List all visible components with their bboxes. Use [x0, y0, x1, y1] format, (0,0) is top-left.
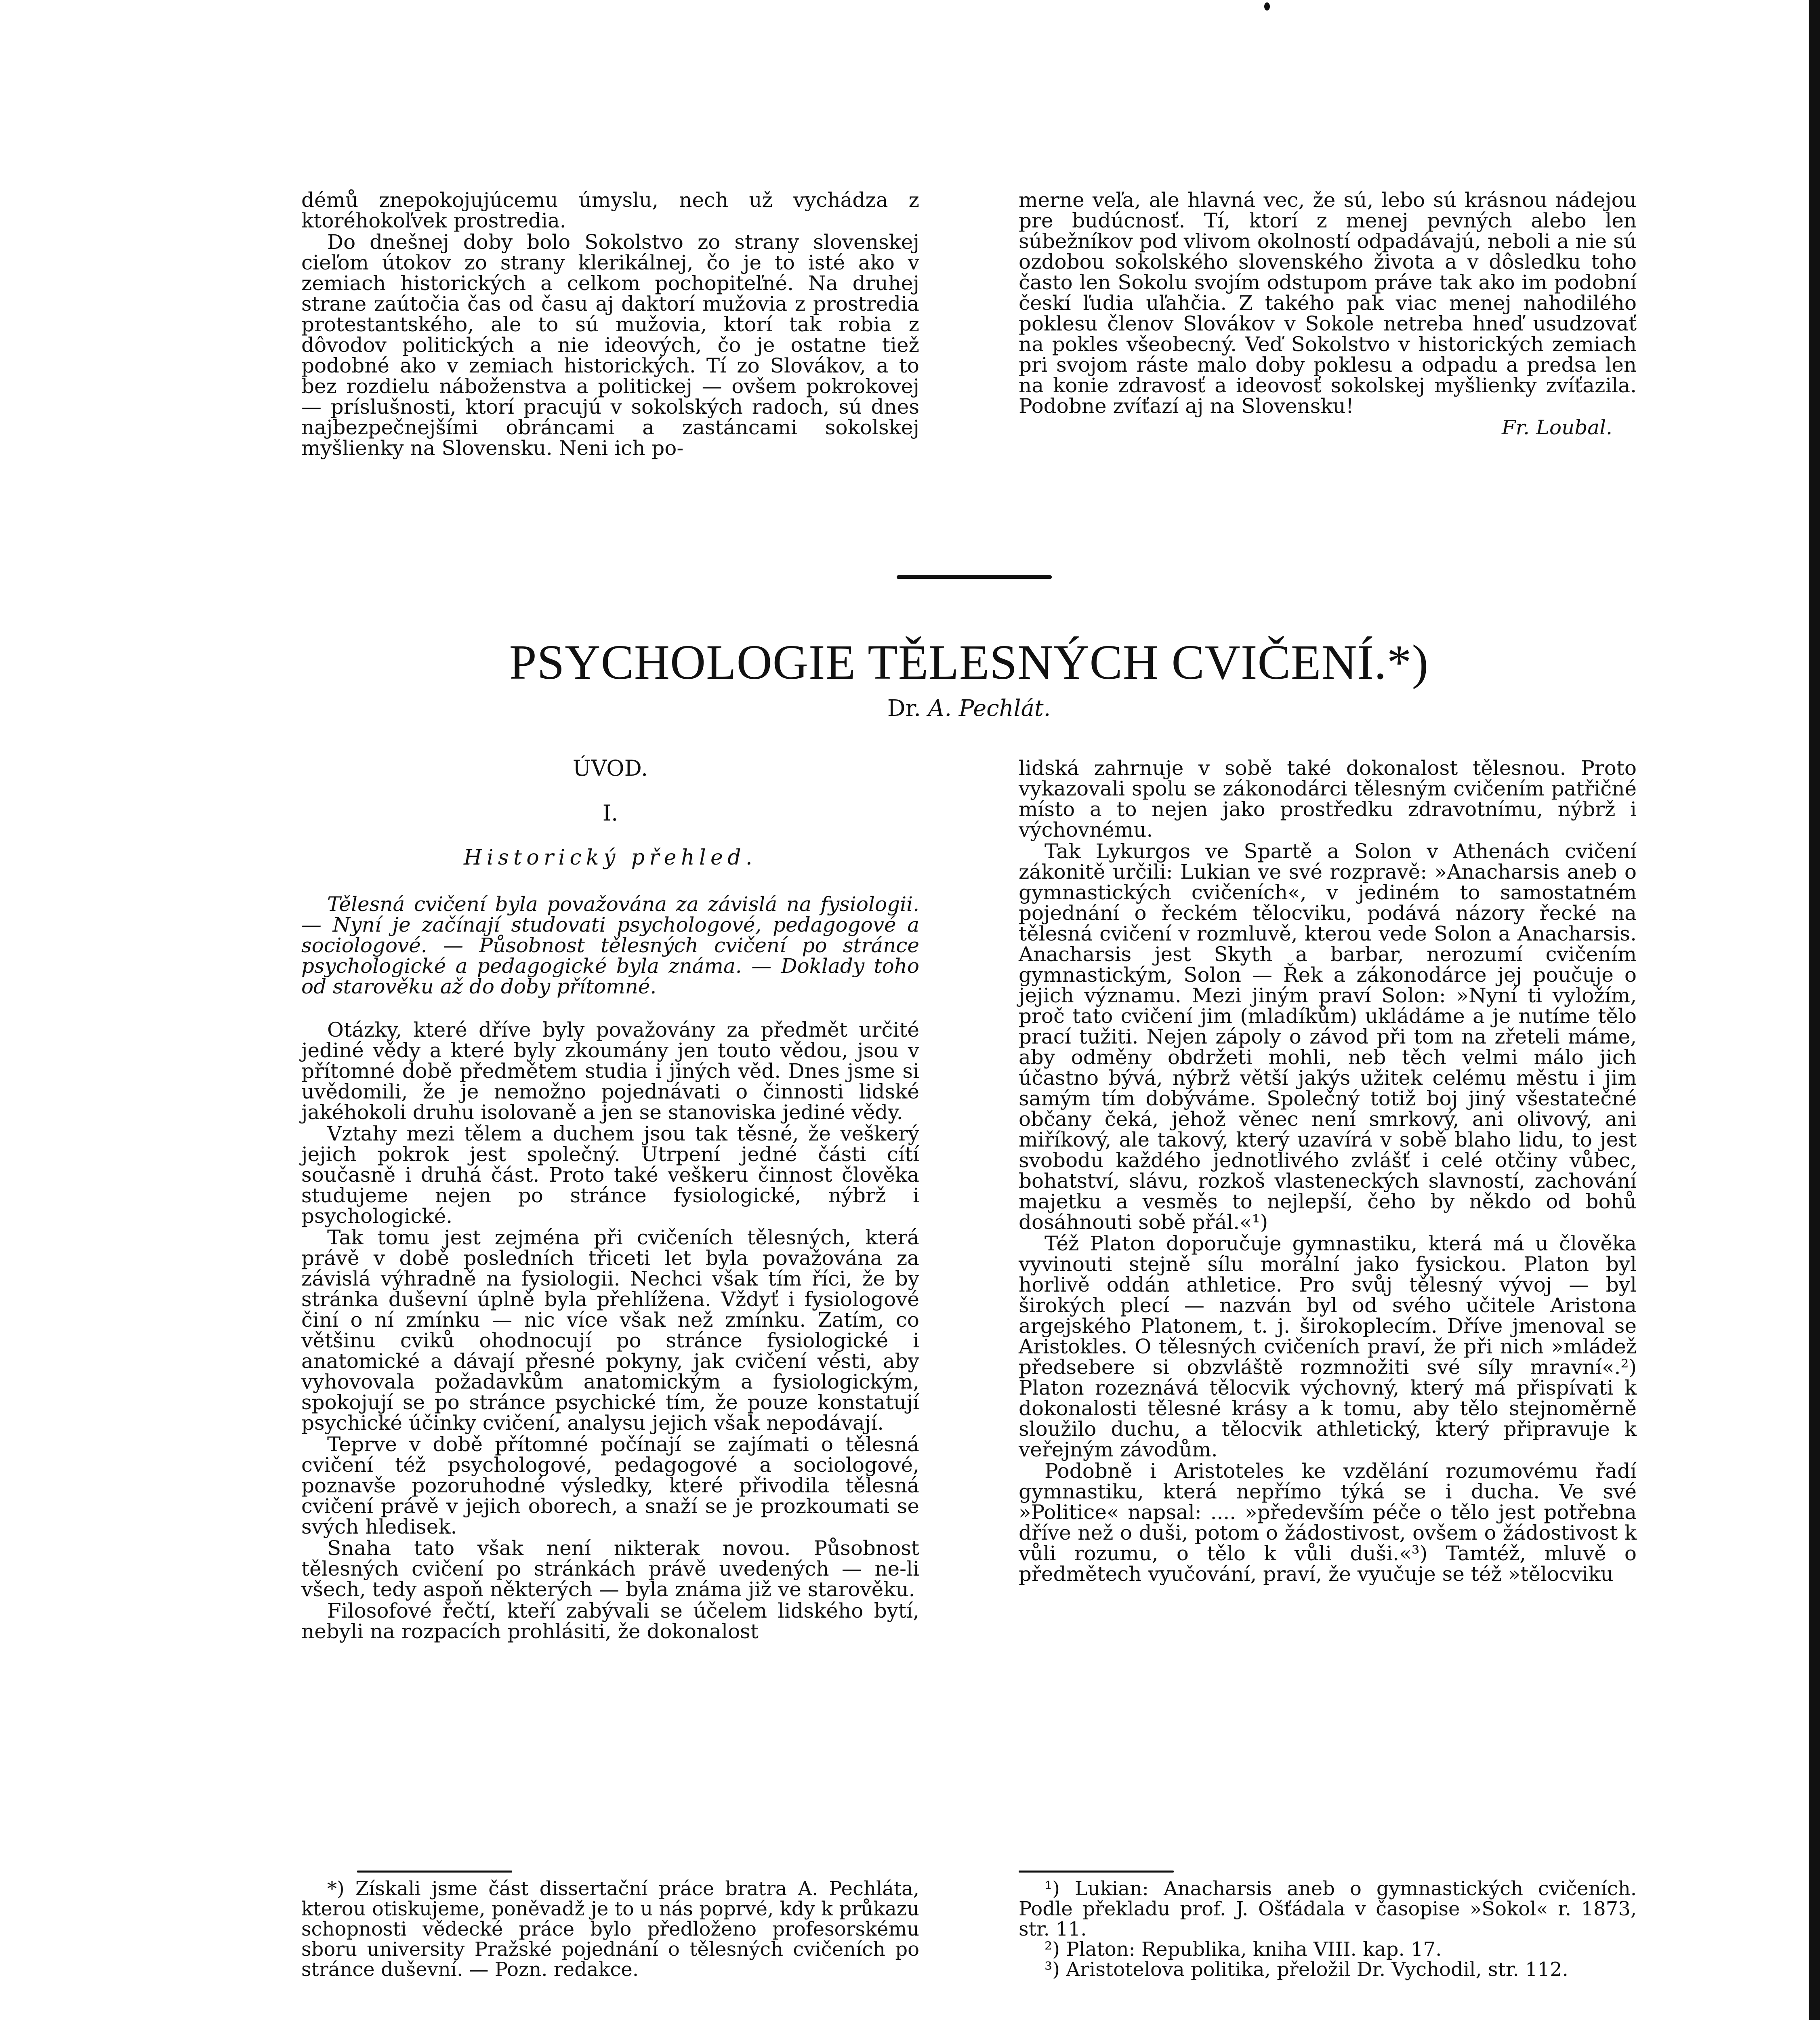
article-left-column — [301, 755, 919, 1643]
footnote: ¹) Lukian: Anacharsis aneb o gymnastických cvičeních. Podle překladu prof. J. Ošťádala v časopise »Sokol« r. 1873, str. 11. — [1019, 1877, 1637, 1940]
footnote: *) Získali jsme část dissertační práce bratra A. Pechláta, kterou otiskujeme, poněvadž je to u nás poprvé, kdy k průkazu schopnosti vědecké práce bylo předloženo profesorskému sboru university Pražské pojednání o tělesných cvičeních po stránce duševní. — Pozn. redakce. — [301, 1877, 919, 1981]
roman-numeral-heading: I. — [602, 800, 618, 826]
signature: Fr. Loubal. — [1501, 416, 1612, 439]
subheading: Historický přehled. — [464, 846, 757, 870]
paragraph: Snaha tato však není nikterak novou. Působnost tělesných cvičení po stránkách právě uvedených — ne-li všech, tedy aspoň některých — byla známa již ve starověku. — [301, 1536, 919, 1601]
top-right-column — [1019, 190, 1637, 438]
paragraph: Tak tomu jest zejména při cvičeních tělesných, která právě v době posledních třiceti let byla považována za závislá výhradně na fysiologii. Nechci však tím říci, že by stránka duševní úplně byla přehlížena. Vždyť i fysiologové činí o ní zmínku — nic více však než zmínku. Zatím, co většinu cviků ohodnocují po stránce fysiologické i anatomické a dávají přesné pokyny, jak cvičení vésti, aby vyhovovala požadavkům anatomickým a fysiologickým, spokojují se po stránce psychické tím, že pouze konstatují psychické účinky cvičení, analysu jejich však nepodávají. — [301, 1226, 919, 1435]
paragraph: Vztahy mezi tělem a duchem jsou tak těsné, že veškerý jejich pokrok jest společný. Utrpení jedné části cítí současně i druhá část. Proto také veškeru činnost člověka studujeme nejen po stránce fysiologické, nýbrž i psychologické. — [301, 1122, 919, 1228]
paragraph: merne veľa, ale hlavná vec, že sú, lebo sú krásnou nádejou pre budúcnosť. Tí, ktorí z menej pevných alebo len súbežníkov pod vlivom okolností odpadávajú, neboli a nie sú ozdobou sokolského slovenského života a v dôsledku toho často len Sokolu svojím odstupom práve tak ako im podobní českí ľudia uľahčia. Z takého pak viac menej nahodilého poklesu členov Slovákov v Sokole netreba hneď usudzovať na pokles všeobecný. Veď Sokolstvo v historických zemiach pri svojom ráste malo doby poklesu a odpadu a predsa len na konie zdravosť a ideovosť sokolskej myšlienky zvíťazila. Podobne zvíťazí aj na Slovensku! — [1019, 188, 1637, 418]
paragraph: Otázky, které dříve byly považovány za předmět určité jediné vědy a které byly zkoumány jen touto vědou, jsou v přítomné době předmětem studia i jiných věd. Dnes jsme si uvědomili, že je nemožno pojednávati o činnosti lidské jakéhokoli druhu isolovaně a jen se stanoviska jediné vědy. — [301, 1018, 919, 1124]
author-name: A. Pechlát. — [928, 695, 1051, 722]
footnote-editorial — [301, 1879, 919, 1980]
paragraph: Podobně i Aristoteles ke vzdělání rozumovému řadí gymnastiku, která nepřímo týká se i ducha. Ve své »Politice« napsal: .... »především péče o tělo jest potřebna dříve než o duši, potom o žádostivost, ovšem o žádostivost k vůli rozumu, o tělo k vůli duši.«³) Tamtéž, mluvě o předmětech vyučování, praví, že vyučuje se též »tělocviku — [1019, 1459, 1637, 1586]
footnote-divider — [1019, 1871, 1174, 1873]
paragraph: lidská zahrnuje v sobě také dokonalost tělesnou. Proto vykazovali spolu se zákonodárci tělesným cvičením patřičné místo a to nejen jako prostředku zdravotnímu, nýbrž i výchovnému. — [1019, 756, 1637, 842]
author-prefix: Dr. — [887, 695, 921, 722]
section-divider — [897, 575, 1052, 579]
footnotes-references — [1019, 1879, 1637, 1980]
section-heading: ÚVOD. — [572, 755, 648, 781]
footnote: ³) Aristotelova politika, přeložil Dr. Vychodil, str. 112. — [1045, 1958, 1568, 1981]
top-left-column — [301, 190, 919, 459]
article-author — [301, 696, 1637, 722]
paragraph: démů znepokojujúcemu úmyslu, nech už vychádza z ktoréhokoľvek prostredia. — [301, 188, 919, 232]
footnote-divider — [357, 1871, 512, 1873]
footnote: ²) Platon: Republika, kniha VIII. kap. 17. — [1045, 1938, 1442, 1961]
article-title: PSYCHOLOGIE TĚLESNÝCH CVIČENÍ.*) — [509, 635, 1429, 690]
scan-border — [1809, 0, 1820, 2020]
paragraph: Filosofové řečtí, kteří zabývali se účelem lidského bytí, nebyli na rozpacích prohlásiti, že dokonalost — [301, 1599, 919, 1643]
abstract: Tělesná cvičení byla považována za závislá na fysiologii. — Nyní je začínají studovati psychologové, pedagogové a sociologové. — Působnost tělesných cvičení po stránce psychologické a pedagogické byla známa. — Doklady toho od starověku až do doby přítomné. — [301, 892, 919, 998]
paragraph: Tak Lykurgos ve Spartě a Solon v Athenách cvičení zákonitě určili: Lukian ve své rozpravě: »Anacharsis aneb o gymnastických cvičeních«, v jediném to samostatném pojednání o řeckém tělocviku, podává názory řecké na tělesná cvičení v rozmluvě, kterou vede Solon a Anacharsis. Anacharsis jest Skyth a barbar, nerozumí cvičením gymnastickým, Solon — Řek a zákonodárce jej poučuje o jejich významu. Mezi jiným praví Solon: »Nyní ti vyložím, proč tato cvičení jim (mladíkům) ukládáme a je nutíme tělo prací tužiti. Nejen zápoly o závod při tom na zřeteli máme, aby odměny obdržeti mohli, neb těch velmi málo jich účastno bývá, nýbrž větší jakýs užitek celému městu i jim samým tím dobýváme. Společný totiž boj jiný všestatečné občany čeká, jehož věnec není smrkový, ani olivový, ani miříkový, ale takový, který uzavírá v sobě blaho lidu, to jest svobodu každého jednotlivého zvlášť i celé otčiny vůbec, bohatství, slávu, rozkoš vlasteneckých slavností, zachování majetku a vesměs to nejlepší, čeho by někdo od bohů dosáhnouti sobě přál.«¹) — [1019, 840, 1637, 1234]
article-right-column — [1019, 758, 1637, 1584]
scan-speck — [1264, 2, 1270, 11]
paragraph: Teprve v době přítomné počínají se zajímati o tělesná cvičení též psychologové, pedagogové a sociologové, poznavše pozoruhodné výsledky, které přivodila tělesná cvičení právě v jejich oborech, a snaží se je prozkoumati se svých hledisek. — [301, 1433, 919, 1538]
paragraph: Též Platon doporučuje gymnastiku, která má u člověka vyvinouti stejně sílu morální jako fysickou. Platon byl horlivě oddán athletice. Pro svůj tělesný vývoj — byl širokých plecí — nazván byl od svého učitele Aristona argejského Platonem, t. j. širokoplecím. Dříve jmenoval se Aristokles. O tělesných cvičeních praví, že při nich »mládež předsebere si obzvláště rozmnožiti své síly mravní«.²) Platon rozeznává tělocvik výchovný, který má přispívati k dokonalosti tělesné krásy a k tomu, aby tělo stejnoměrně sloužilo duchu, a tělocvik athletický, který připravuje k veřejným závodům. — [1019, 1232, 1637, 1461]
paragraph: Do dnešnej doby bolo Sokolstvo zo strany slovenskej cieľom útokov zo strany klerikálnej, čo je to isté ako v zemiach historických a celkom pochopiteľné. Na druhej strane zaútočia čas od času aj daktorí mužovia z prostredia protestantského, ale to sú mužovia, ktorí tak robia z dôvodov politických a nie ideových, čo je ostatne tiež podobné ako v zemiach historických. Tí zo Slovákov, a to bez rozdielu náboženstva a politickej — ovšem pokrokovej — príslušnosti, ktorí pracujú v sokolských radoch, sú dnes najbezpečnejšími obráncami a zastáncami sokolskej myšlienky na Slovensku. Neni ich po- — [301, 230, 919, 460]
